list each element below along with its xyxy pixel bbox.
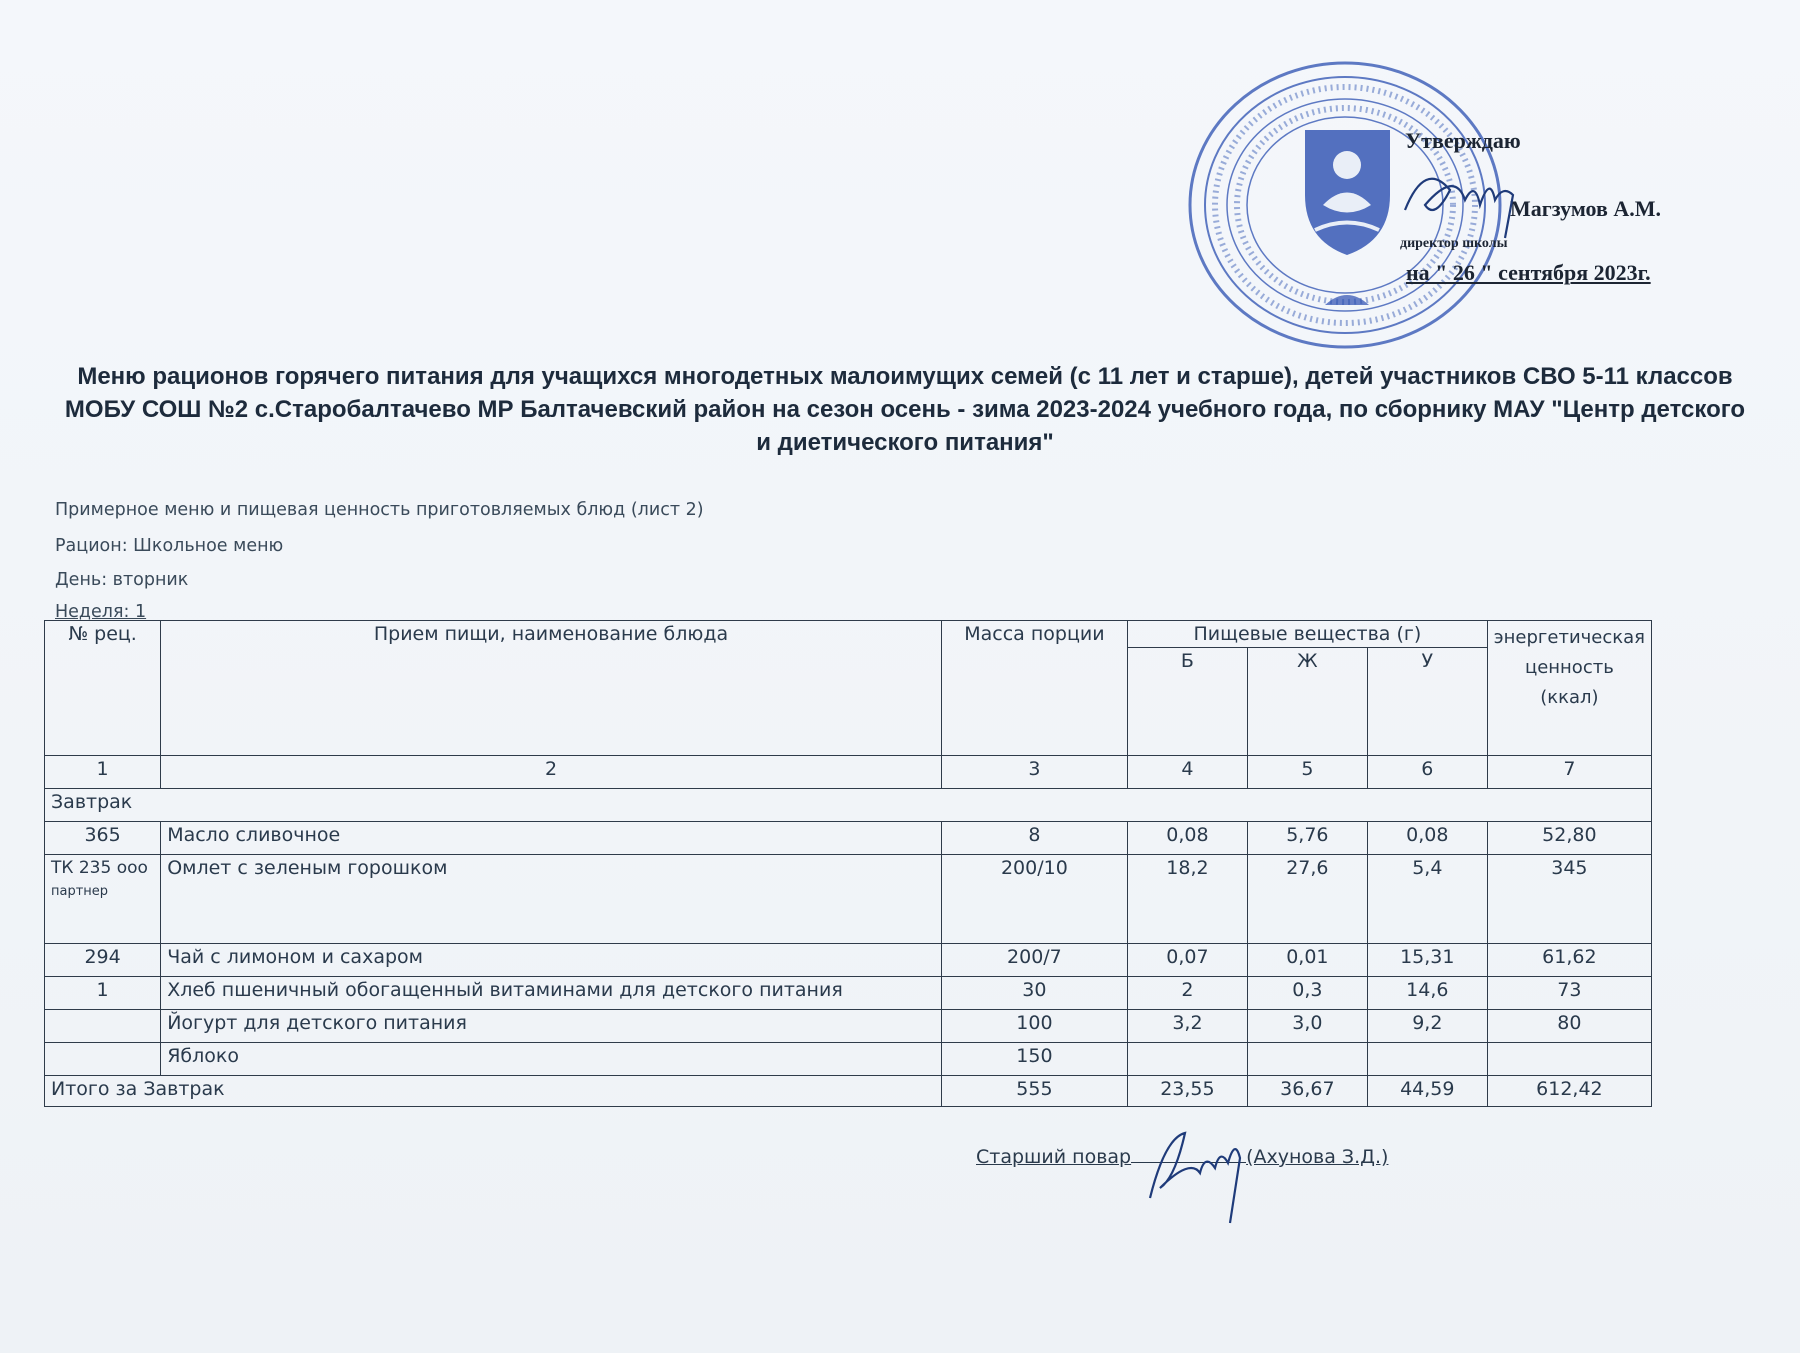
rec-cell — [45, 1010, 161, 1043]
rec-code: ТК 235 ооо — [51, 858, 148, 878]
mass-cell: 200/10 — [941, 855, 1127, 944]
mass-cell: 200/7 — [941, 944, 1127, 977]
section-row — [45, 789, 1652, 822]
mass-cell: 150 — [941, 1043, 1127, 1076]
kcal-cell: 61,62 — [1487, 944, 1651, 977]
kcal-cell: 345 — [1487, 855, 1651, 944]
mass-cell: 100 — [941, 1010, 1127, 1043]
rec-cell: 1 — [45, 977, 161, 1010]
index-cell: 6 — [1367, 756, 1487, 789]
index-row — [45, 756, 1652, 789]
header-protein: Б — [1127, 648, 1247, 756]
header-dish: Прием пищи, наименование блюда — [161, 621, 942, 756]
fat-cell: 0,3 — [1247, 977, 1367, 1010]
fat-cell: 5,76 — [1247, 822, 1367, 855]
index-cell: 5 — [1247, 756, 1367, 789]
dish-name: Омлет с зеленым горошком — [161, 855, 942, 944]
rec-cell — [45, 1043, 161, 1076]
header-nutrients: Пищевые вещества (г) — [1127, 621, 1487, 648]
fat-cell: 3,0 — [1247, 1010, 1367, 1043]
table-row — [45, 855, 1652, 944]
rec-cell: 294 — [45, 944, 161, 977]
document-title: Меню рационов горячего питания для учащихся многодетных малоимущих семей (с 11 лет и старше), детей участников СВО 5-11 классов МОБУ СОШ №2 с.Старобалтачево МР Балтачевский район на сезон осень - зима 2023-2024 учебного года, по сборнику МАУ "Центр детского и диетического питания" — [64, 363, 1746, 456]
kcal-cell: 80 — [1487, 1010, 1651, 1043]
carbs-cell — [1367, 1043, 1487, 1076]
rec-cell — [45, 855, 161, 944]
cook-name: (Ахунова З.Д.) — [1246, 1146, 1389, 1168]
dish-name: Йогурт для детского питания — [161, 1010, 942, 1043]
fat-cell: 27,6 — [1247, 855, 1367, 944]
index-cell: 3 — [941, 756, 1127, 789]
dish-name: Масло сливочное — [161, 822, 942, 855]
carbs-cell: 5,4 — [1367, 855, 1487, 944]
table-row — [45, 822, 1652, 855]
header-rec: № рец. — [45, 621, 161, 756]
menu-table — [44, 620, 1652, 1107]
rec-sub: партнер — [51, 884, 109, 899]
dish-name: Яблоко — [161, 1043, 942, 1076]
protein-cell — [1127, 1043, 1247, 1076]
total-protein: 23,55 — [1127, 1076, 1247, 1107]
protein-cell: 0,07 — [1127, 944, 1247, 977]
header-carbs: У — [1367, 648, 1487, 756]
kcal-cell: 52,80 — [1487, 822, 1651, 855]
director-signature — [1395, 150, 1525, 245]
carbs-cell: 14,6 — [1367, 977, 1487, 1010]
index-cell: 2 — [161, 756, 942, 789]
protein-cell: 2 — [1127, 977, 1247, 1010]
table-row — [45, 944, 1652, 977]
total-carbs: 44,59 — [1367, 1076, 1487, 1107]
section-label: Завтрак — [45, 789, 1652, 822]
table-header-row — [45, 621, 1652, 648]
protein-cell: 18,2 — [1127, 855, 1247, 944]
dish-name: Хлеб пшеничный обогащенный витаминами для детского питания — [161, 977, 942, 1010]
total-kcal: 612,42 — [1487, 1076, 1651, 1107]
mass-cell: 8 — [941, 822, 1127, 855]
index-cell: 7 — [1487, 756, 1651, 789]
total-label: Итого за Завтрак — [45, 1076, 942, 1107]
header-mass: Масса порции — [941, 621, 1127, 756]
cook-title: Старший повар — [976, 1146, 1132, 1168]
total-fat: 36,67 — [1247, 1076, 1367, 1107]
ration-label: Рацион: Школьное меню — [55, 536, 284, 556]
dish-name: Чай с лимоном и сахаром — [161, 944, 942, 977]
rec-cell: 365 — [45, 822, 161, 855]
day-label: День: вторник — [55, 570, 189, 590]
director-position: директор школы — [1400, 236, 1508, 251]
mass-cell: 30 — [941, 977, 1127, 1010]
cook-signature — [1130, 1118, 1270, 1228]
header-energy: энергетическая ценность (ккал) — [1487, 621, 1651, 756]
carbs-cell: 0,08 — [1367, 822, 1487, 855]
carbs-cell: 9,2 — [1367, 1010, 1487, 1043]
table-row — [45, 1010, 1652, 1043]
table-row — [45, 1043, 1652, 1076]
sheet-label: Примерное меню и пищевая ценность приготовляемых блюд (лист 2) — [55, 500, 704, 520]
director-name: Магзумов А.М. — [1510, 196, 1662, 221]
kcal-cell — [1487, 1043, 1651, 1076]
total-row — [45, 1076, 1652, 1107]
protein-cell: 3,2 — [1127, 1010, 1247, 1043]
protein-cell: 0,08 — [1127, 822, 1247, 855]
carbs-cell: 15,31 — [1367, 944, 1487, 977]
approve-word: Утверждаю — [1405, 128, 1521, 153]
week-label: Неделя: 1 — [55, 602, 147, 622]
header-fat: Ж — [1247, 648, 1367, 756]
index-cell: 4 — [1127, 756, 1247, 789]
approval-date: на " 26 " сентября 2023г. — [1406, 260, 1651, 285]
kcal-cell: 73 — [1487, 977, 1651, 1010]
index-cell: 1 — [45, 756, 161, 789]
table-row — [45, 977, 1652, 1010]
total-mass: 555 — [941, 1076, 1127, 1107]
fat-cell — [1247, 1043, 1367, 1076]
fat-cell: 0,01 — [1247, 944, 1367, 977]
